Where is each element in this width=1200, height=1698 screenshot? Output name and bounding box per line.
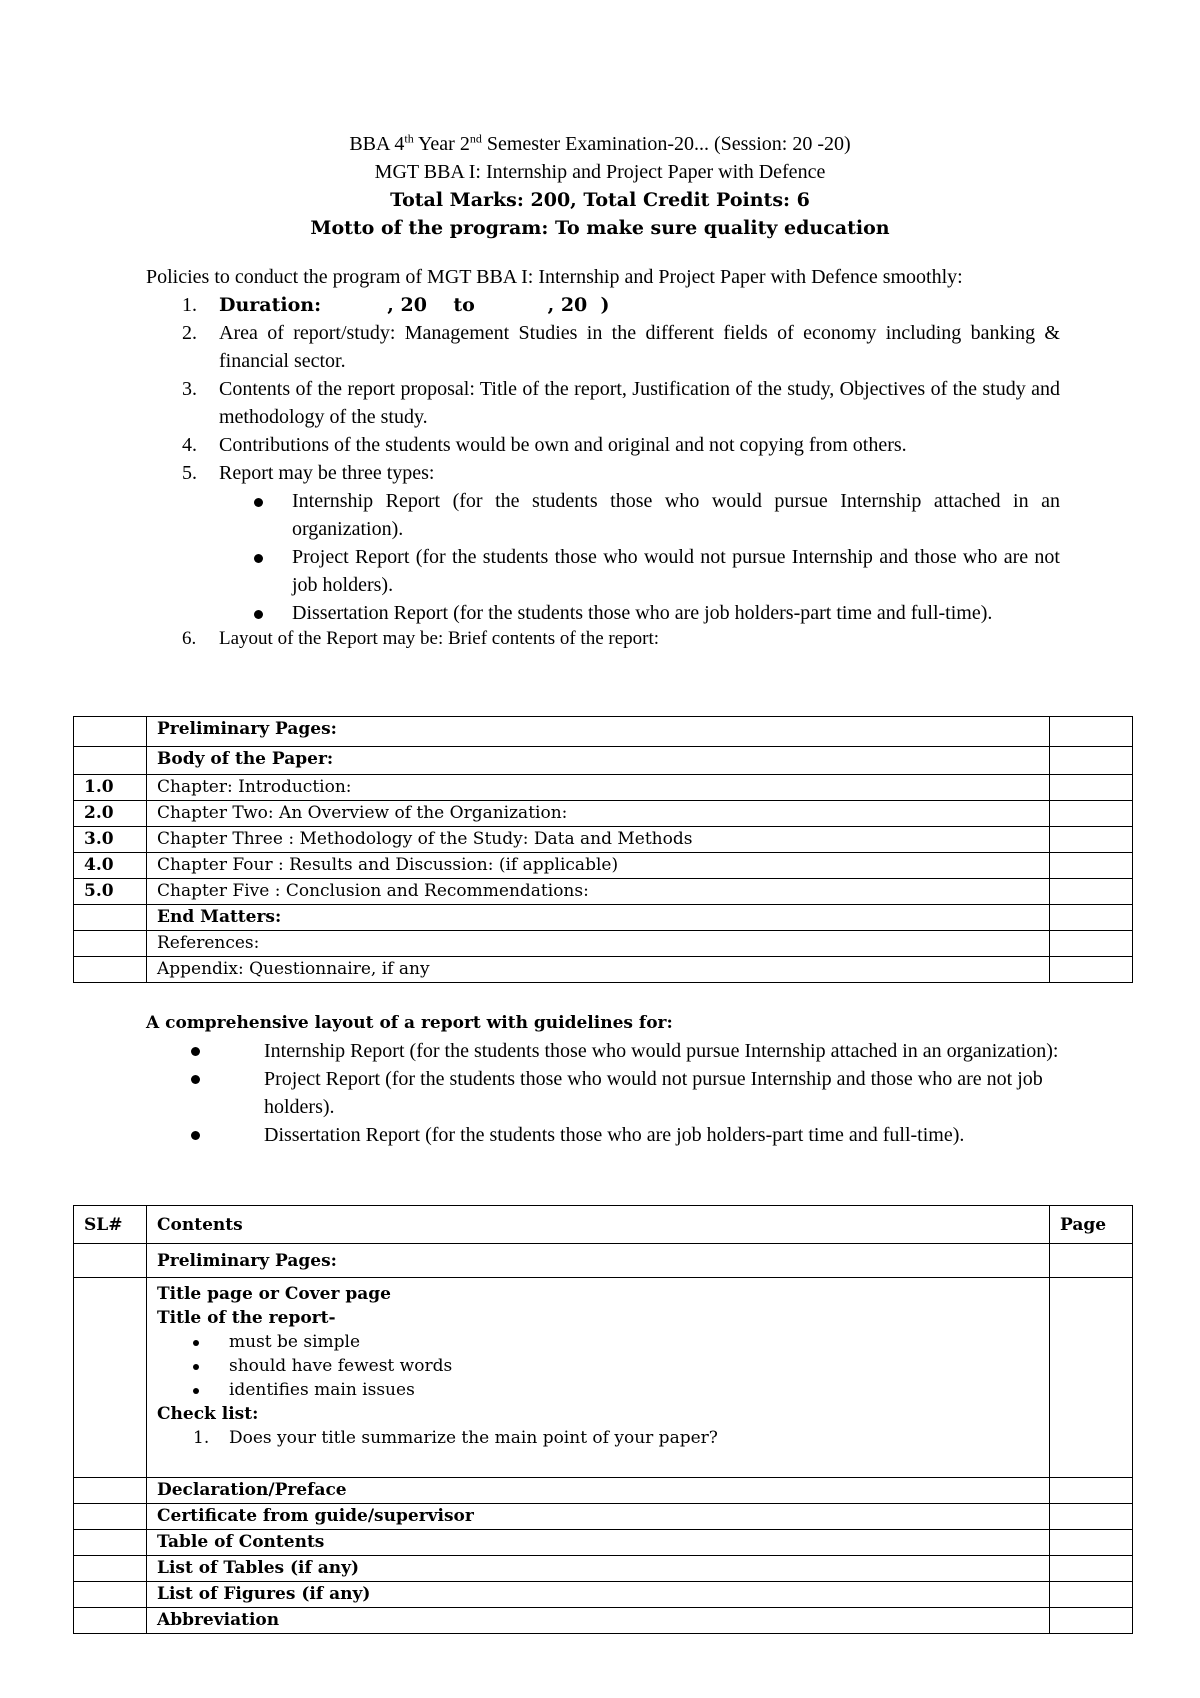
total-marks: Total Marks: 200, Total Credit Points: 6 [390,189,810,211]
list-item: identifies main issues [157,1378,1039,1402]
contents-table [73,1205,1133,1634]
table-row: End Matters: [74,905,1133,931]
bullet-icon [191,1075,200,1084]
title-of-report-label: Title of the report- [157,1308,336,1328]
table-row: 4.0 Chapter Four : Results and Discussion: (if applicable) [74,853,1133,879]
policy-item: 2. Area of report/study: Management Studies in the different fields of economy including banking & financial sector. [182,322,1060,372]
report-type-item: Internship Report (for the students those who would pursue Internship attached in an organization). [146,487,1060,543]
policies-intro: Policies to conduct the program of MGT BBA I: Internship and Project Paper with Defence smoothly: [146,266,963,288]
bullet-icon [254,610,263,619]
policy-item: 4. Contributions of the students would be own and original and not copying from others. [182,434,907,456]
bullet-icon [193,1340,199,1346]
table-row: References: [74,931,1133,957]
table-row: Preliminary Pages: [74,717,1133,747]
policy-item: 3. Contents of the report proposal: Title of the report, Justification of the study, Objectives of the study and methodology of the study. [182,378,1060,428]
title-page-label: Title page or Cover page [157,1284,391,1304]
table-row: Preliminary Pages: [74,1244,1133,1278]
brief-contents-table [73,716,1133,983]
bullet-icon [191,1131,200,1140]
table-row: 1.0 Chapter: Introduction: [74,775,1133,801]
title-guidelines-list [157,1330,1039,1402]
bullet-icon [254,498,263,507]
report-types-list [146,487,1060,627]
list-item: Internship Report (for the students those who would pursue Internship attached in an organization): [146,1037,1106,1065]
table-row: Certificate from guide/supervisor [74,1504,1133,1530]
check-list-label: Check list: [157,1404,259,1424]
bullet-icon [191,1047,200,1056]
table-row [74,1278,1133,1478]
program-motto: Motto of the program: To make sure quality education [310,217,890,239]
bullet-icon [193,1388,199,1394]
policies-list [146,291,1060,487]
table-row: 5.0 Chapter Five : Conclusion and Recommendations: [74,879,1133,905]
policy-item: 5. Report may be three types: [182,462,435,484]
list-item: should have fewest words [157,1354,1039,1378]
policy-item: 1. Duration: , 20 to , 20 ) [182,294,610,316]
table-row: Appendix: Questionnaire, if any [74,957,1133,983]
list-item: Dissertation Report (for the students those who are job holders-part time and full-time). [146,1121,1106,1149]
table-row: 3.0 Chapter Three : Methodology of the Study: Data and Methods [74,827,1133,853]
course-title: MGT BBA I: Internship and Project Paper with Defence [374,161,826,183]
document-header [0,130,1200,242]
report-type-item: Project Report (for the students those who would not pursue Internship and those who are not job holders). [146,543,1060,599]
layout-report-list [146,1037,1106,1149]
list-item: 1. Does your title summarize the main point of your paper? [193,1428,718,1448]
bullet-icon [254,554,263,563]
table-row: List of Tables (if any) [74,1556,1133,1582]
exam-title: BBA 4th Year 2nd Semester Examination-20... (Session: 20 -20) [349,131,851,155]
policies-section [146,263,1060,651]
list-item: must be simple [157,1330,1039,1354]
table-row: Abbreviation [74,1608,1133,1634]
report-type-item: Dissertation Report (for the students those who are job holders-part time and full-time). [146,599,1060,627]
table-row: Table of Contents [74,1530,1133,1556]
table-row: Declaration/Preface [74,1478,1133,1504]
layout-guidelines [146,1009,1106,1149]
policy-item: 6. Layout of the Report may be: Brief contents of the report: [182,628,660,649]
table-row: 2.0 Chapter Two: An Overview of the Organization: [74,801,1133,827]
layout-heading: A comprehensive layout of a report with guidelines for: [146,1013,673,1033]
table-header-row: SL# Contents Page [74,1206,1133,1244]
check-list [157,1426,1039,1450]
table-row: List of Figures (if any) [74,1582,1133,1608]
bullet-icon [193,1364,199,1370]
table-row: Body of the Paper: [74,747,1133,775]
list-item: Project Report (for the students those who would not pursue Internship and those who are not job holders). [146,1065,1106,1121]
policies-list-cont [146,627,1060,651]
